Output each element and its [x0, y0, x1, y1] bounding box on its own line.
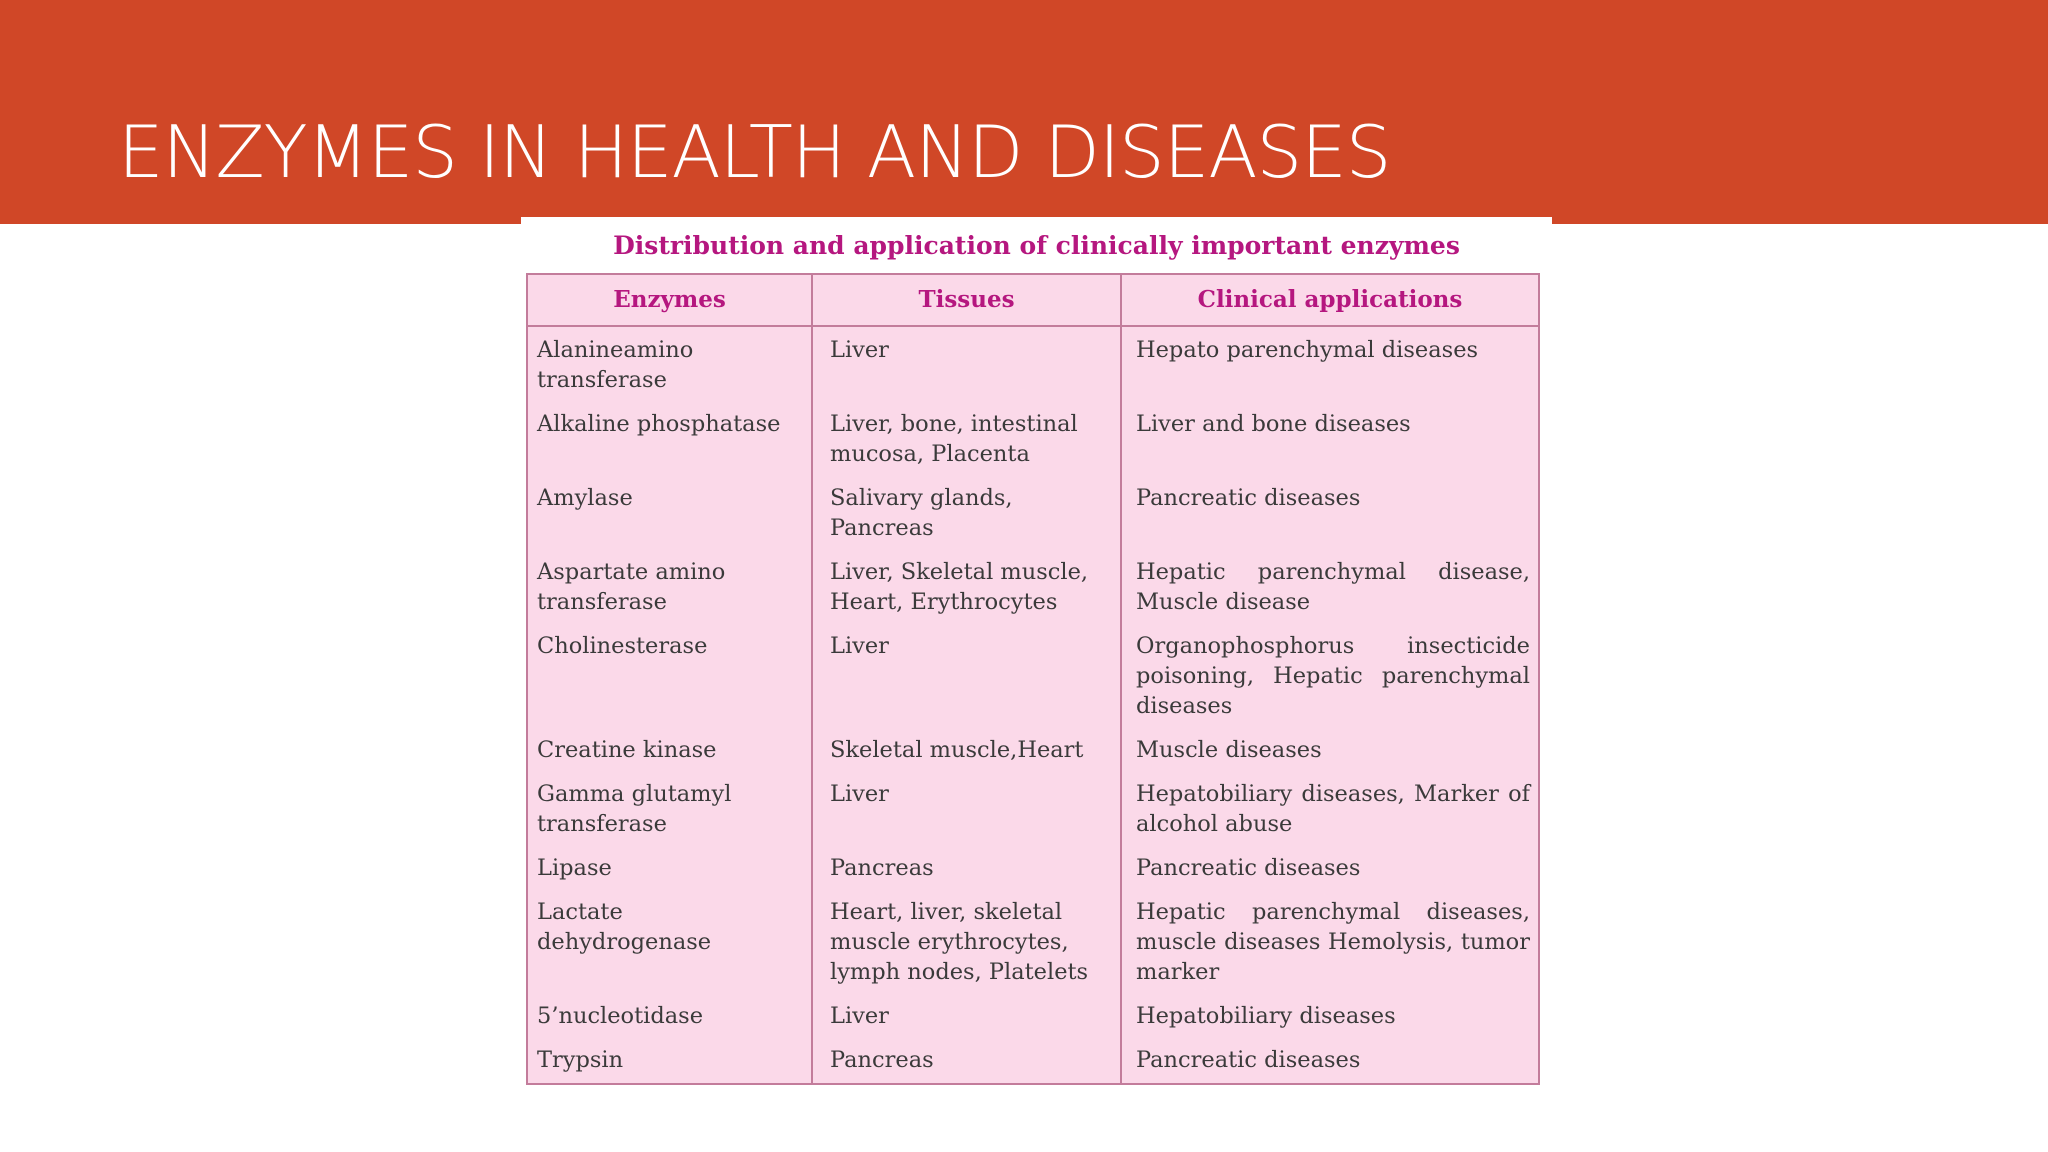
tissues-cell: Liver: [812, 995, 1121, 1039]
tissues-cell: Liver, Skeletal muscle, Heart, Erythrocytes: [812, 551, 1121, 625]
enzyme-cell: Lipase: [527, 847, 812, 891]
application-cell: Organophosphorus insecticide poisoning, Hepatic parenchymal diseases: [1121, 625, 1539, 729]
tissues-cell: Heart, liver, skeletal muscle erythrocytes, lymph nodes, Platelets: [812, 891, 1121, 995]
table-row: [527, 403, 1539, 477]
enzyme-cell: Aspartate amino transferase: [527, 551, 812, 625]
table-header-row: [527, 274, 1539, 326]
table-row: [527, 625, 1539, 729]
enzyme-cell: Creatine kinase: [527, 729, 812, 773]
enzyme-cell: Gamma glutamyl transferase: [527, 773, 812, 847]
tissues-cell: Salivary glands, Pancreas: [812, 477, 1121, 551]
table-row: [527, 729, 1539, 773]
table-row: [527, 326, 1539, 403]
enzyme-table-figure: [521, 217, 1552, 1142]
table-row: [527, 847, 1539, 891]
enzyme-cell: Lactate dehydrogenase: [527, 891, 812, 995]
tissues-cell: Pancreas: [812, 847, 1121, 891]
slide-title: ENZYMES IN HEALTH AND DISEASES: [118, 110, 1391, 194]
application-cell: Liver and bone diseases: [1121, 403, 1539, 477]
application-cell: Pancreatic diseases: [1121, 477, 1539, 551]
table-row: [527, 1039, 1539, 1084]
tissues-cell: Liver: [812, 625, 1121, 729]
application-cell: Hepatic parenchymal diseases, muscle diseases Hemolysis, tumor marker: [1121, 891, 1539, 995]
enzyme-cell: Alkaline phosphatase: [527, 403, 812, 477]
application-cell: Pancreatic diseases: [1121, 847, 1539, 891]
enzyme-table: [526, 273, 1540, 1085]
column-header-tissues: Tissues: [812, 274, 1121, 326]
table-row: [527, 477, 1539, 551]
enzyme-cell: Cholinesterase: [527, 625, 812, 729]
column-header-clinical-applications: Clinical applications: [1121, 274, 1539, 326]
enzyme-cell: Trypsin: [527, 1039, 812, 1084]
tissues-cell: Liver, bone, intestinal mucosa, Placenta: [812, 403, 1121, 477]
tissues-cell: Liver: [812, 326, 1121, 403]
application-cell: Pancreatic diseases: [1121, 1039, 1539, 1084]
table-row: [527, 891, 1539, 995]
table-row: [527, 773, 1539, 847]
application-cell: Hepatobiliary diseases, Marker of alcohol abuse: [1121, 773, 1539, 847]
title-band: [0, 0, 2048, 224]
application-cell: Muscle diseases: [1121, 729, 1539, 773]
tissues-cell: Liver: [812, 773, 1121, 847]
application-cell: Hepatic parenchymal disease, Muscle disease: [1121, 551, 1539, 625]
table-caption: Distribution and application of clinically important enzymes: [613, 231, 1460, 260]
column-header-enzymes: Enzymes: [527, 274, 812, 326]
application-cell: Hepato parenchymal diseases: [1121, 326, 1539, 403]
tissues-cell: Pancreas: [812, 1039, 1121, 1084]
tissues-cell: Skeletal muscle,Heart: [812, 729, 1121, 773]
application-cell: Hepatobiliary diseases: [1121, 995, 1539, 1039]
enzyme-cell: Alanineamino transferase: [527, 326, 812, 403]
enzyme-cell: Amylase: [527, 477, 812, 551]
enzyme-cell: 5’nucleotidase: [527, 995, 812, 1039]
table-row: [527, 995, 1539, 1039]
table-row: [527, 551, 1539, 625]
